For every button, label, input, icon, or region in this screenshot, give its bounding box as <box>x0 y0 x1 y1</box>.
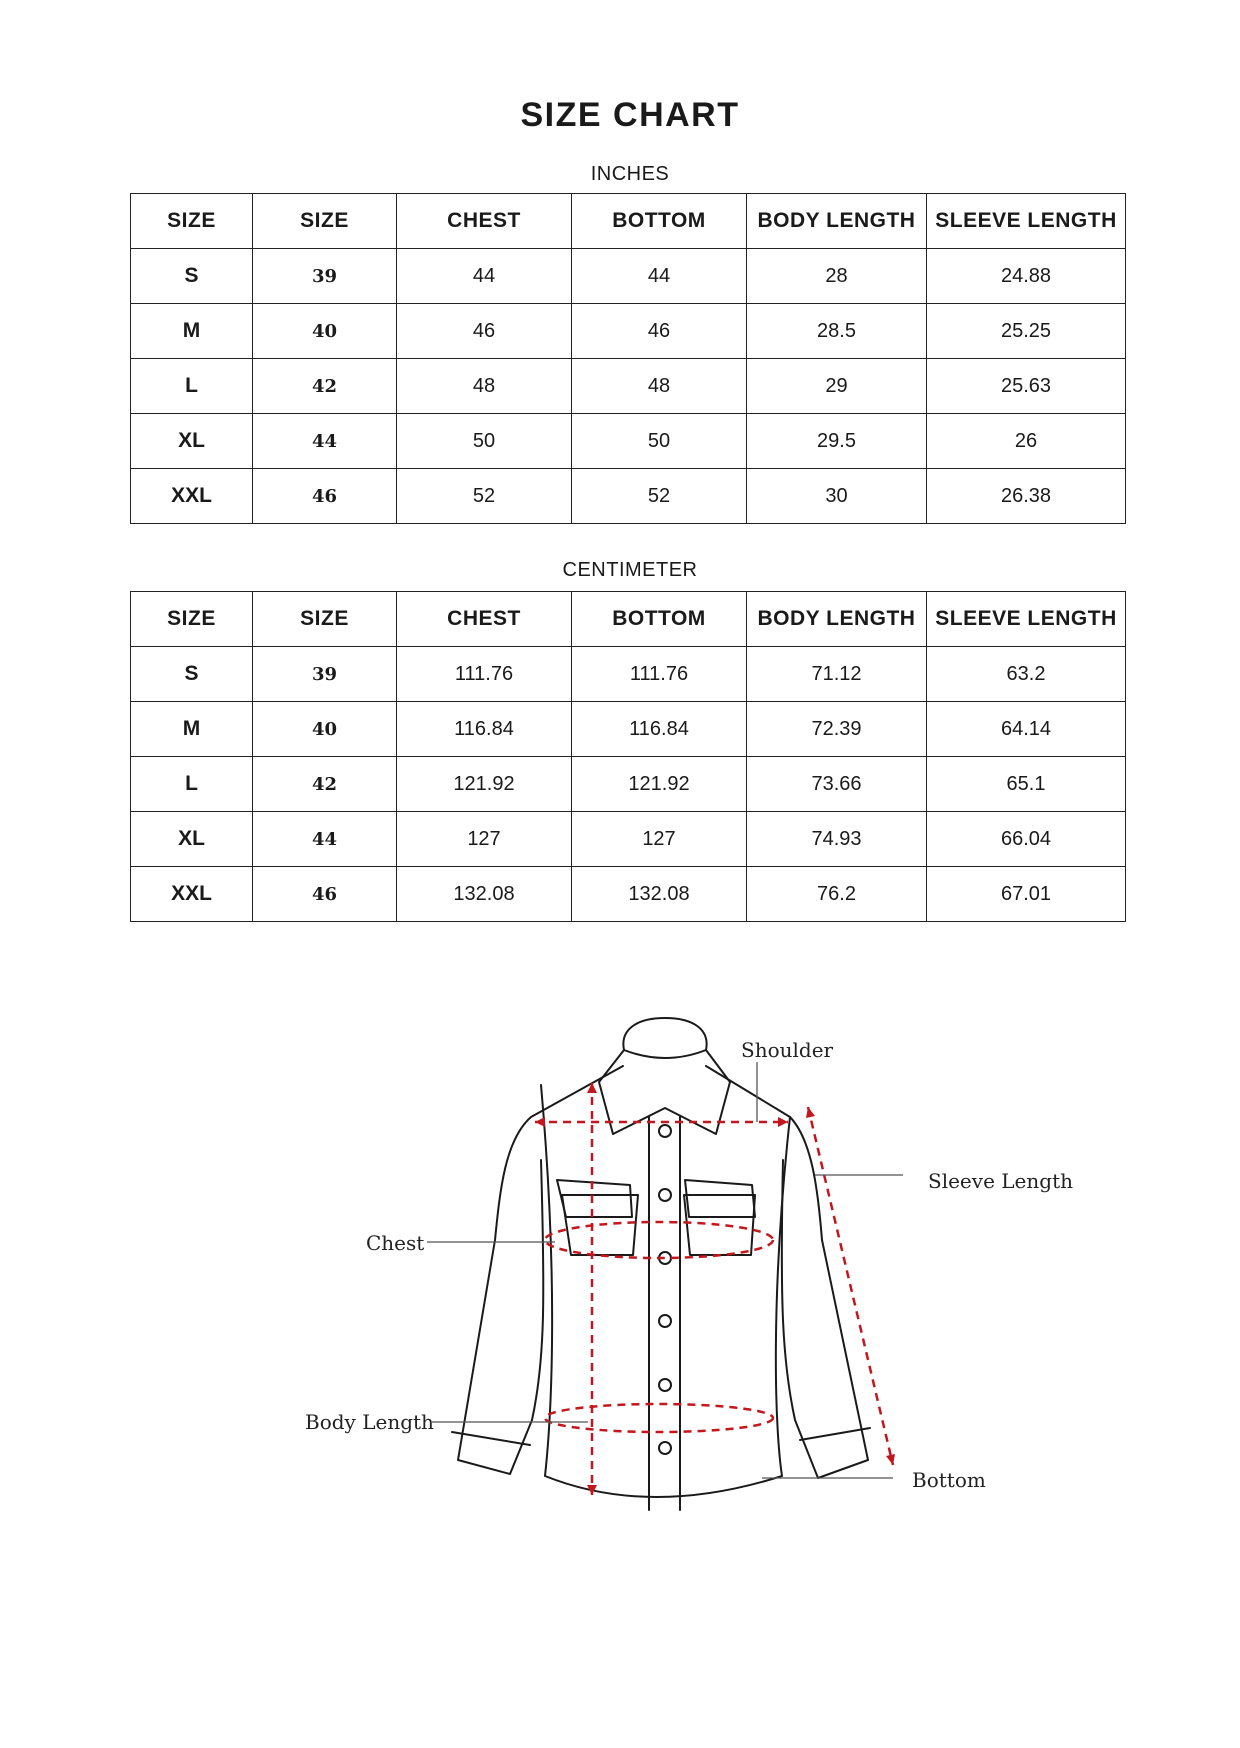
size-cell: S <box>131 647 253 702</box>
sleeve-length-cell: 26 <box>927 414 1126 469</box>
bottom-cell: 121.92 <box>572 757 747 812</box>
header-sleeve-length: SLEEVE LENGTH <box>927 194 1126 249</box>
header-bottom: BOTTOM <box>572 194 747 249</box>
size-cell: XXL <box>131 867 253 922</box>
sleeve-length-cell: 63.2 <box>927 647 1126 702</box>
bottom-cell: 50 <box>572 414 747 469</box>
bottom-cell: 132.08 <box>572 867 747 922</box>
arrow-head-icon <box>535 1117 545 1127</box>
size-cell: XL <box>131 414 253 469</box>
chest-cell: 116.84 <box>397 702 572 757</box>
size-cell: S <box>131 249 253 304</box>
bottom-cell: 111.76 <box>572 647 747 702</box>
bottom-cell: 116.84 <box>572 702 747 757</box>
chest-label: Chest <box>366 1231 425 1255</box>
chest-cell: 127 <box>397 812 572 867</box>
size-number-cell: 44 <box>253 812 397 867</box>
body-length-cell: 73.66 <box>747 757 927 812</box>
shoulder-label: Shoulder <box>741 1038 834 1062</box>
header-chest: CHEST <box>397 194 572 249</box>
size-cell: XXL <box>131 469 253 524</box>
size-number-cell: 40 <box>253 304 397 359</box>
size-cell: L <box>131 359 253 414</box>
shirt-outline-icon <box>452 1018 870 1510</box>
body-length-cell: 76.2 <box>747 867 927 922</box>
header-size-number: SIZE <box>253 194 397 249</box>
bottom-measure-ellipse <box>545 1404 773 1432</box>
size-number-cell: 40 <box>253 702 397 757</box>
header-size: SIZE <box>131 592 253 647</box>
sleeve-length-cell: 26.38 <box>927 469 1126 524</box>
bottom-cell: 48 <box>572 359 747 414</box>
header-chest: CHEST <box>397 592 572 647</box>
size-number-cell: 42 <box>253 359 397 414</box>
sleeve-length-cell: 64.14 <box>927 702 1126 757</box>
inches-caption: INCHES <box>590 163 670 185</box>
size-cell: M <box>131 702 253 757</box>
body-length-cell: 28.5 <box>747 304 927 359</box>
body-length-cell: 71.12 <box>747 647 927 702</box>
body-length-label: Body Length <box>305 1410 434 1434</box>
body-length-cell: 29 <box>747 359 927 414</box>
body-length-cell: 74.93 <box>747 812 927 867</box>
chest-cell: 50 <box>397 414 572 469</box>
size-number-cell: 44 <box>253 414 397 469</box>
size-cell: XL <box>131 812 253 867</box>
body-length-cell: 28 <box>747 249 927 304</box>
page-title: SIZE CHART <box>520 96 740 134</box>
body-length-cell: 72.39 <box>747 702 927 757</box>
size-number-cell: 39 <box>253 249 397 304</box>
chest-cell: 121.92 <box>397 757 572 812</box>
size-cell: M <box>131 304 253 359</box>
size-number-cell: 46 <box>253 469 397 524</box>
chest-cell: 111.76 <box>397 647 572 702</box>
centimeter-caption: CENTIMETER <box>562 559 698 581</box>
bottom-label: Bottom <box>912 1468 986 1492</box>
bottom-cell: 127 <box>572 812 747 867</box>
sleeve-length-cell: 67.01 <box>927 867 1126 922</box>
header-body-length: BODY LENGTH <box>747 592 927 647</box>
sleeve-length-cell: 25.25 <box>927 304 1126 359</box>
arrow-head-icon <box>778 1117 788 1127</box>
chest-cell: 48 <box>397 359 572 414</box>
size-cell: L <box>131 757 253 812</box>
sleeve-length-label: Sleeve Length <box>928 1169 1073 1193</box>
header-body-length: BODY LENGTH <box>747 194 927 249</box>
sleeve-length-cell: 66.04 <box>927 812 1126 867</box>
sleeve-length-cell: 65.1 <box>927 757 1126 812</box>
chest-cell: 46 <box>397 304 572 359</box>
header-size: SIZE <box>131 194 253 249</box>
bottom-cell: 46 <box>572 304 747 359</box>
sleeve-length-cell: 24.88 <box>927 249 1126 304</box>
size-number-cell: 39 <box>253 647 397 702</box>
bottom-cell: 52 <box>572 469 747 524</box>
size-number-cell: 46 <box>253 867 397 922</box>
size-number-cell: 42 <box>253 757 397 812</box>
sleeve-length-cell: 25.63 <box>927 359 1126 414</box>
sleeve-length-measure-line <box>808 1107 893 1465</box>
chest-measure-ellipse <box>545 1222 773 1258</box>
header-bottom: BOTTOM <box>572 592 747 647</box>
chest-cell: 52 <box>397 469 572 524</box>
chest-cell: 132.08 <box>397 867 572 922</box>
header-sleeve-length: SLEEVE LENGTH <box>927 592 1126 647</box>
bottom-cell: 44 <box>572 249 747 304</box>
chest-cell: 44 <box>397 249 572 304</box>
body-length-cell: 30 <box>747 469 927 524</box>
body-length-cell: 29.5 <box>747 414 927 469</box>
header-size-number: SIZE <box>253 592 397 647</box>
